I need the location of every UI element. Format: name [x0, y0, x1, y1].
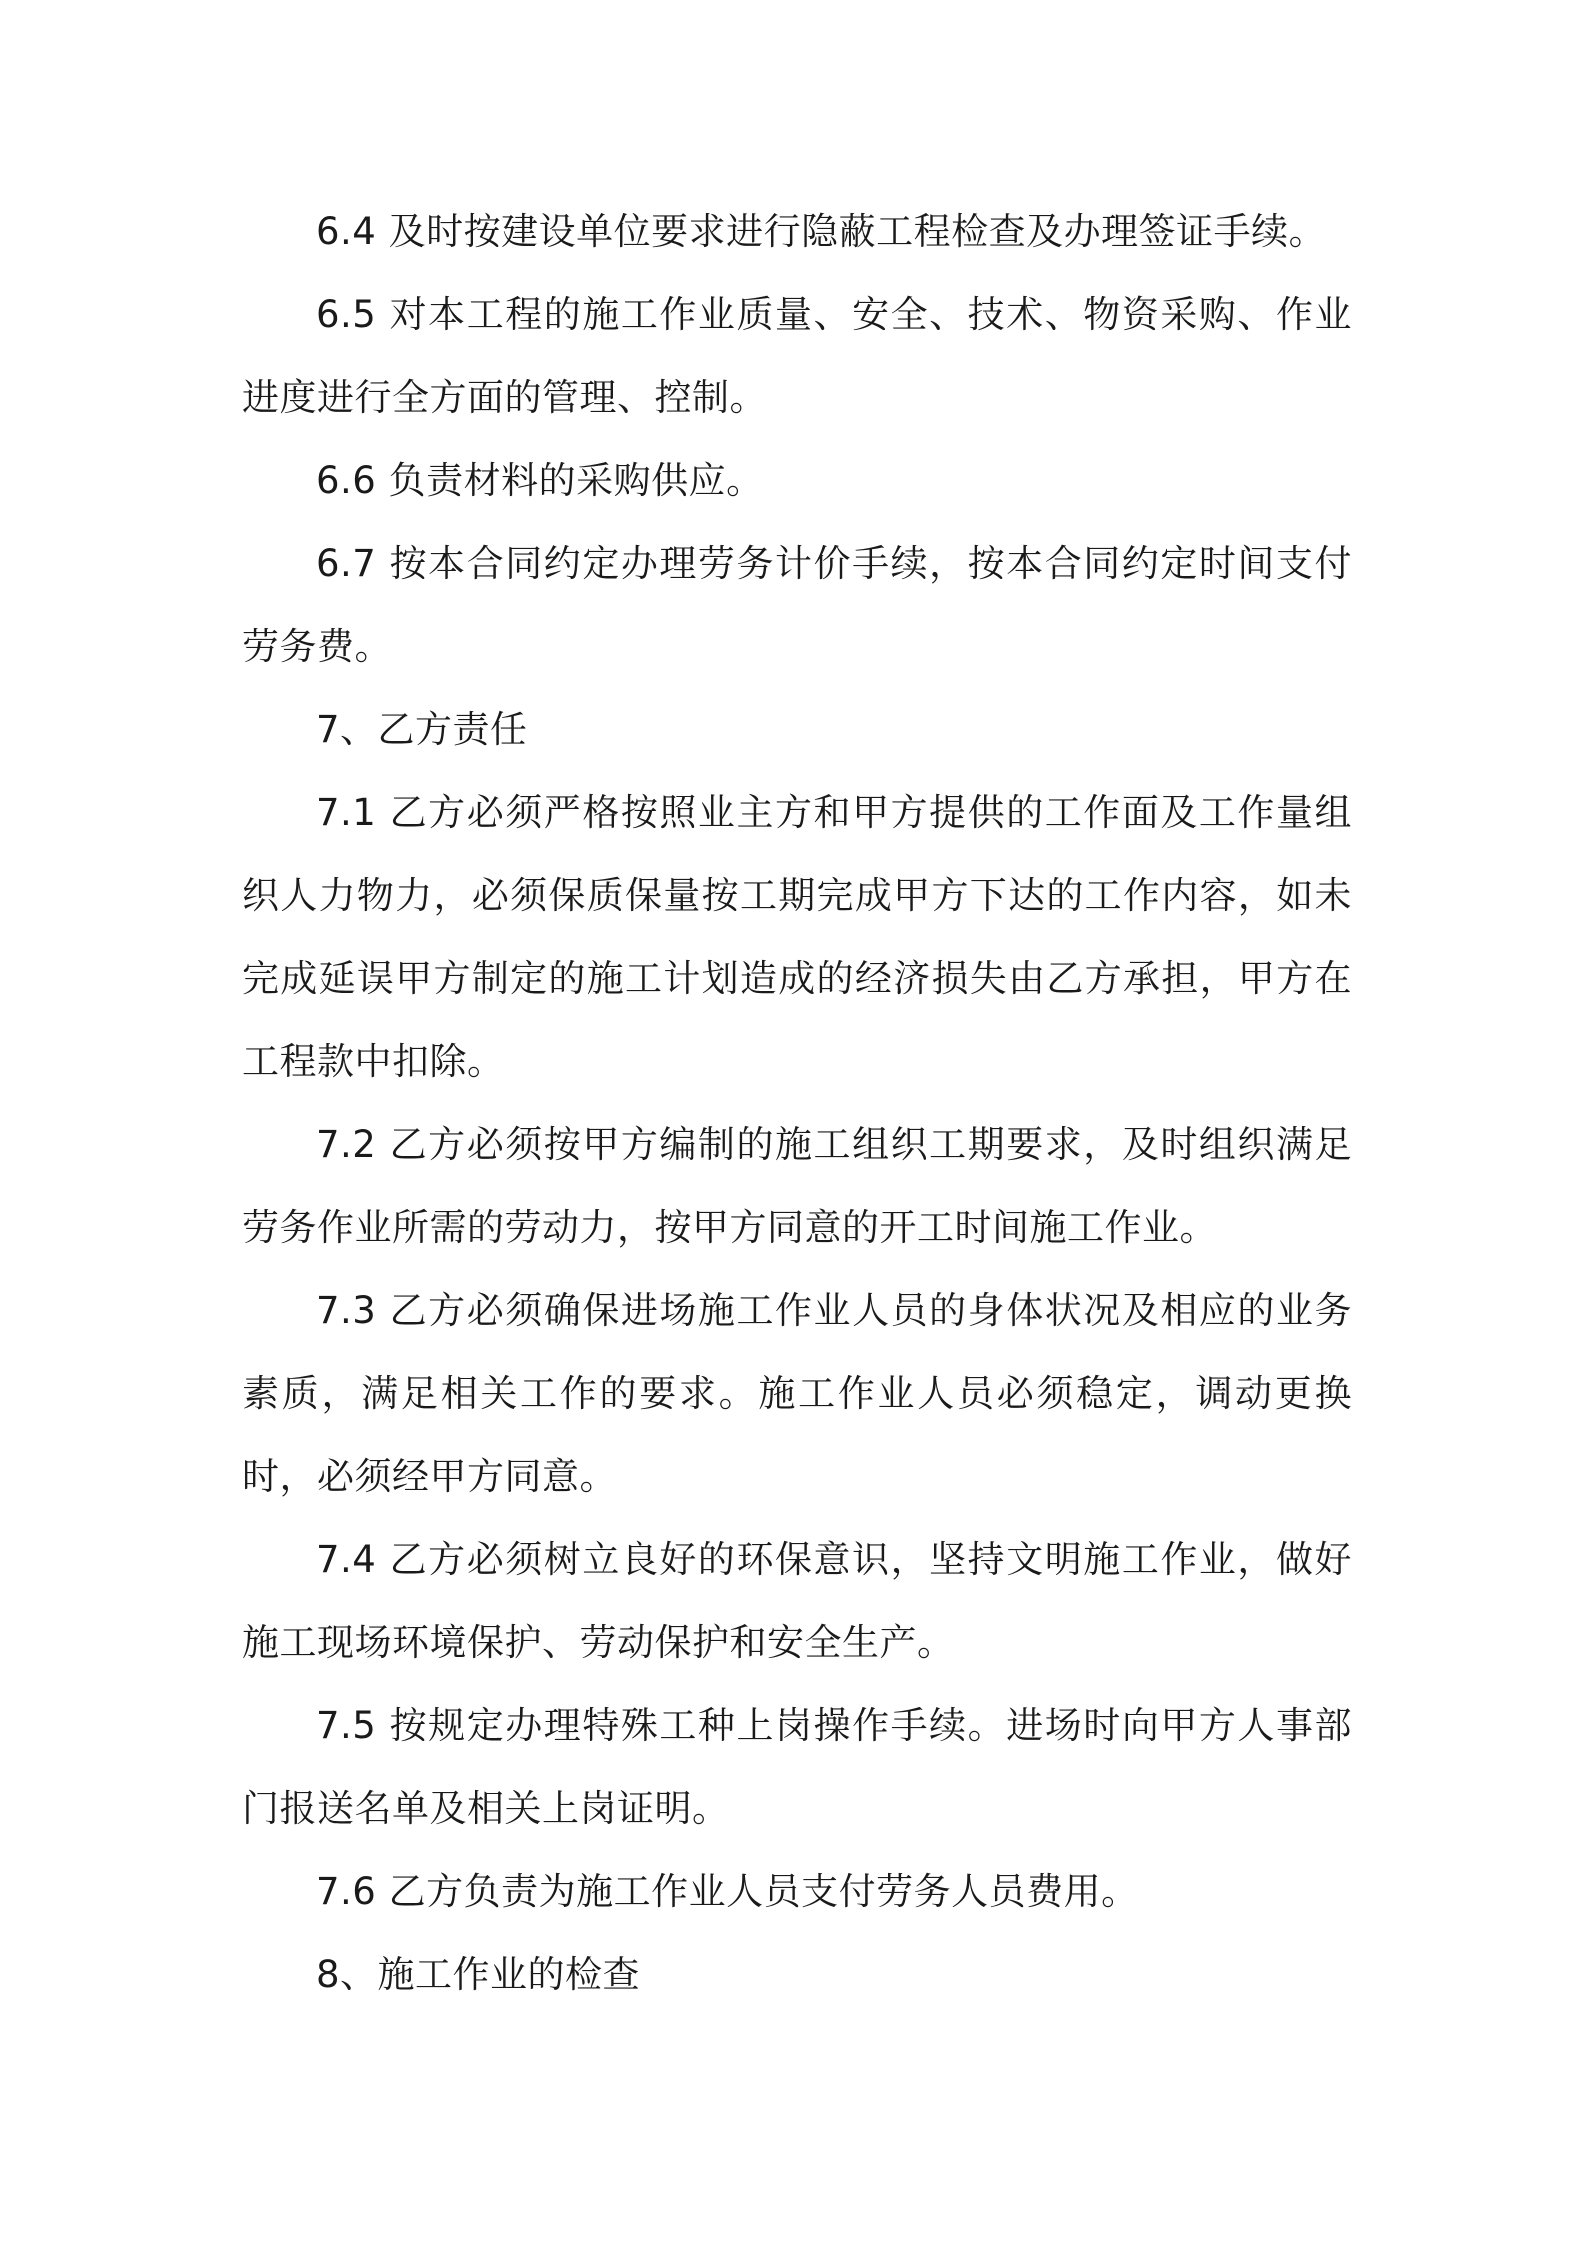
paragraph-6-6: 6.6 负责材料的采购供应。: [316, 459, 764, 502]
section-heading-7: 7、乙方责任: [316, 708, 528, 751]
document-page: [242, 190, 1352, 2016]
paragraph-7-5: 7.5 按规定办理特殊工种上岗操作手续。进场时向甲方人事部门报送名单及相关上岗证明。: [242, 1704, 1352, 1830]
paragraph-7-1: 7.1 乙方必须严格按照业主方和甲方提供的工作面及工作量组织人力物力，必须保质保量按工期完成甲方下达的工作内容，如未完成延误甲方制定的施工计划造成的经济损失由乙方承担，甲方在工程款中扣除。: [242, 791, 1352, 1083]
paragraph-6-4: 6.4 及时按建设单位要求进行隐蔽工程检查及办理签证手续。: [316, 210, 1327, 253]
paragraph-6-5: 6.5 对本工程的施工作业质量、安全、技术、物资采购、作业进度进行全方面的管理、控制。: [242, 293, 1352, 419]
paragraph-7-4: 7.4 乙方必须树立良好的环保意识，坚持文明施工作业，做好施工现场环境保护、劳动保护和安全生产。: [242, 1538, 1352, 1664]
paragraph-7-6: 7.6 乙方负责为施工作业人员支付劳务人员费用。: [316, 1870, 1139, 1913]
paragraph-7-3: 7.3 乙方必须确保进场施工作业人员的身体状况及相应的业务素质，满足相关工作的要求。施工作业人员必须稳定，调动更换时，必须经甲方同意。: [242, 1289, 1352, 1498]
section-heading-8: 8、施工作业的检查: [316, 1953, 641, 1996]
paragraph-7-2: 7.2 乙方必须按甲方编制的施工组织工期要求，及时组织满足劳务作业所需的劳动力，按甲方同意的开工时间施工作业。: [242, 1123, 1352, 1249]
paragraph-6-7: 6.7 按本合同约定办理劳务计价手续，按本合同约定时间支付劳务费。: [242, 542, 1352, 668]
